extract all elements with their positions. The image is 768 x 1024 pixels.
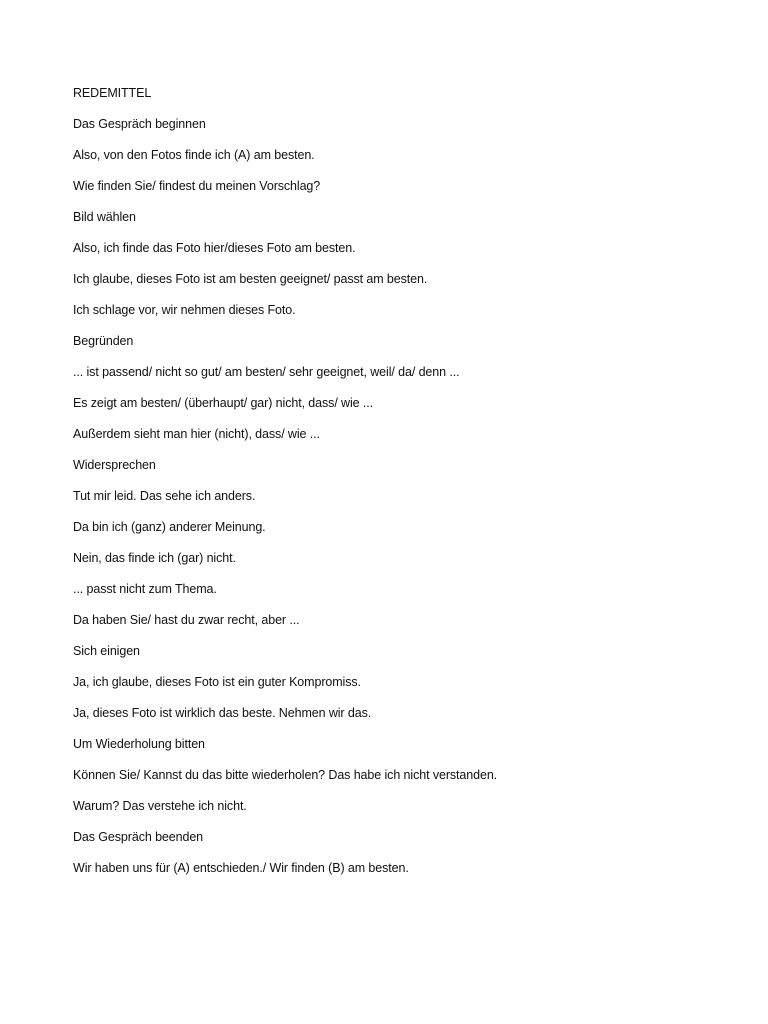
phrase-line: Können Sie/ Kannst du das bitte wiederholen? Das habe ich nicht verstanden. xyxy=(73,768,498,782)
phrase-line: ... ist passend/ nicht so gut/ am besten/ sehr geeignet, weil/ da/ denn ... xyxy=(73,365,460,379)
section-heading-widersprechen: Widersprechen xyxy=(73,458,156,472)
section-heading-wiederholung: Um Wiederholung bitten xyxy=(73,737,205,751)
phrase-line: Ich schlage vor, wir nehmen dieses Foto. xyxy=(73,303,296,317)
phrase-line: Tut mir leid. Das sehe ich anders. xyxy=(73,489,256,503)
phrase-line: Außerdem sieht man hier (nicht), dass/ wie ... xyxy=(73,427,320,441)
section-heading-sich-einigen: Sich einigen xyxy=(73,644,140,658)
phrase-line: Also, von den Fotos finde ich (A) am besten. xyxy=(73,148,315,162)
phrase-line: Ich glaube, dieses Foto ist am besten geeignet/ passt am besten. xyxy=(73,272,428,286)
phrase-line: Es zeigt am besten/ (überhaupt/ gar) nicht, dass/ wie ... xyxy=(73,396,374,410)
section-heading-bild-waehlen: Bild wählen xyxy=(73,210,136,224)
phrase-line: Also, ich finde das Foto hier/dieses Foto am besten. xyxy=(73,241,356,255)
section-heading-begruenden: Begründen xyxy=(73,334,134,348)
phrase-line: Nein, das finde ich (gar) nicht. xyxy=(73,551,236,565)
phrase-line: Wir haben uns für (A) entschieden./ Wir finden (B) am besten. xyxy=(73,861,409,875)
phrase-line: Da haben Sie/ hast du zwar recht, aber ... xyxy=(73,613,300,627)
phrase-line: Wie finden Sie/ findest du meinen Vorschlag? xyxy=(73,179,321,193)
phrase-line: ... passt nicht zum Thema. xyxy=(73,582,217,596)
section-heading-beenden: Das Gespräch beenden xyxy=(73,830,204,844)
document-title: REDEMITTEL xyxy=(73,86,152,100)
phrase-line: Da bin ich (ganz) anderer Meinung. xyxy=(73,520,266,534)
phrase-line: Ja, dieses Foto ist wirklich das beste. Nehmen wir das. xyxy=(73,706,372,720)
phrase-line: Warum? Das verstehe ich nicht. xyxy=(73,799,247,813)
phrase-line: Ja, ich glaube, dieses Foto ist ein guter Kompromiss. xyxy=(73,675,361,689)
section-heading-beginnen: Das Gespräch beginnen xyxy=(73,117,206,131)
text-body xyxy=(73,85,733,891)
